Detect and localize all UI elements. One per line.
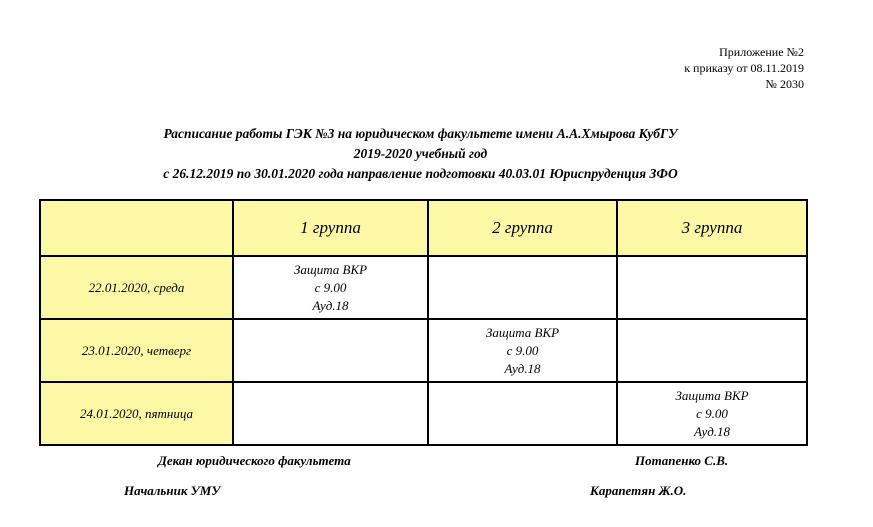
cell-line: с 9.00 <box>506 342 539 358</box>
schedule-cell <box>428 319 617 382</box>
date-cell: 23.01.2020, четверг <box>40 319 233 382</box>
header-corner <box>40 200 233 256</box>
appendix-line-2: к приказу от 08.11.2019 <box>684 61 804 75</box>
date-cell: 22.01.2020, среда <box>40 256 233 319</box>
appendix-block <box>684 44 804 92</box>
date-cell: 24.01.2020, пятница <box>40 382 233 445</box>
schedule-table <box>39 199 808 446</box>
schedule-cell <box>233 319 428 382</box>
header-row <box>40 200 807 256</box>
appendix-line-3: № 2030 <box>765 77 804 91</box>
schedule-cell <box>617 382 807 445</box>
schedule-cell <box>428 256 617 319</box>
title-line-1: Расписание работы ГЭК №3 на юридическом факультете имени А.А.Хмырова КубГУ <box>163 126 678 141</box>
title-line-2: 2019-2020 учебный год <box>353 146 488 161</box>
schedule-cell <box>428 382 617 445</box>
cell-line: Защита ВКР <box>293 261 368 277</box>
cell-line: Ауд.18 <box>312 297 349 313</box>
table-row <box>40 382 807 445</box>
schedule-cell <box>233 382 428 445</box>
title-line-3: с 26.12.2019 по 30.01.2020 года направление подготовки 40.03.01 Юриспруденция ЗФО <box>163 166 678 181</box>
dean-title: Декан юридического факультета <box>158 453 351 468</box>
umu-name: Карапетян Ж.О. <box>590 483 687 498</box>
cell-line: Ауд.18 <box>693 423 731 439</box>
header-group-2: 2 группа <box>428 200 617 256</box>
schedule-cell <box>233 256 428 319</box>
appendix-line-1: Приложение №2 <box>719 45 804 59</box>
cell-line: с 9.00 <box>696 405 728 421</box>
dean-name: Потапенко С.В. <box>635 453 729 468</box>
umu-title: Начальник УМУ <box>124 483 221 498</box>
schedule-cell <box>617 256 807 319</box>
table-row <box>40 256 807 319</box>
cell-line: Защита ВКР <box>485 324 560 340</box>
cell-line: Ауд.18 <box>504 360 541 376</box>
table-row <box>40 319 807 382</box>
document-title <box>0 124 873 184</box>
header-group-1: 1 группа <box>233 200 428 256</box>
cell-line: Защита ВКР <box>675 387 749 403</box>
schedule-cell <box>617 319 807 382</box>
cell-line: с 9.00 <box>314 279 347 295</box>
header-group-3: 3 группа <box>617 200 807 256</box>
